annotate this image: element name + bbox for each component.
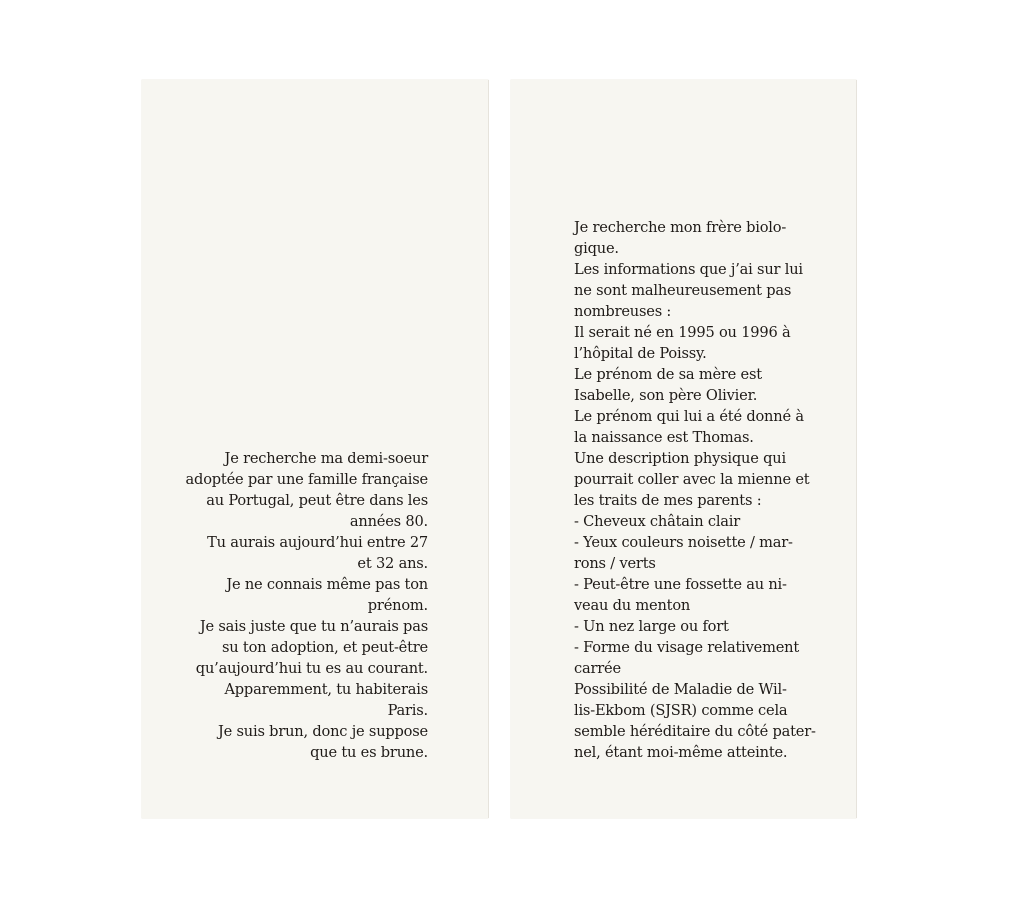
right-card-line: Les informations que j’ai sur lui <box>574 261 803 278</box>
right-card-line: rons / verts <box>574 555 656 572</box>
right-card-line: nombreuses : <box>574 303 672 320</box>
left-card-line: Je sais juste que tu n’aurais pas <box>199 618 428 635</box>
left-card-line: au Portugal, peut être dans les <box>206 492 428 509</box>
right-card-line: Isabelle, son père Olivier. <box>574 387 758 404</box>
right-card-line: gique. <box>574 240 619 257</box>
right-card-line: pourrait coller avec la mienne et <box>574 471 810 488</box>
right-card-line: Il serait né en 1995 ou 1996 à <box>574 324 791 341</box>
right-card-line: carrée <box>574 660 621 677</box>
right-card-line: Je recherche mon frère biolo- <box>574 219 787 236</box>
right-card-line: lis-Ekbom (SJSR) comme cela <box>574 702 788 719</box>
left-card-line: su ton adoption, et peut-être <box>221 639 428 656</box>
left-card-text <box>166 448 428 763</box>
left-card-line: Je recherche ma demi-soeur <box>224 450 428 467</box>
left-card <box>142 80 488 818</box>
left-card-line: Tu aurais aujourd’hui entre 27 <box>207 534 428 551</box>
right-card-line: les traits de mes parents : <box>574 492 762 509</box>
right-card-line: Possibilité de Maladie de Wil- <box>574 681 787 698</box>
right-card-line: - Peut-être une fossette au ni- <box>574 576 787 593</box>
right-card-text <box>574 217 836 763</box>
left-card-line: Je suis brun, donc je suppose <box>217 723 428 740</box>
right-card-line: nel, étant moi-même atteinte. <box>574 744 788 761</box>
right-card-line: veau du menton <box>574 597 691 614</box>
right-card-line: la naissance est Thomas. <box>574 429 754 446</box>
right-card-line: - Un nez large ou fort <box>574 618 729 635</box>
right-card-line: Une description physique qui <box>574 450 786 467</box>
left-card-line: Je ne connais même pas ton <box>226 576 428 593</box>
right-card-line: - Cheveux châtain clair <box>574 513 741 530</box>
right-card-line: Le prénom qui lui a été donné à <box>574 408 804 425</box>
left-card-line: et 32 ans. <box>357 555 428 572</box>
right-card-line: semble héréditaire du côté pater- <box>574 723 816 740</box>
right-card <box>511 80 856 818</box>
left-card-line: prénom. <box>367 597 428 614</box>
right-card-line: - Yeux couleurs noisette / mar- <box>574 534 793 551</box>
right-card-line: - Forme du visage relativement <box>574 639 800 656</box>
right-card-line: l’hôpital de Poissy. <box>574 345 707 362</box>
left-card-line: années 80. <box>349 513 428 530</box>
left-card-line: que tu es brune. <box>310 744 428 761</box>
left-card-line: qu’aujourd’hui tu es au courant. <box>195 660 428 677</box>
right-card-line: ne sont malheureusement pas <box>574 282 792 299</box>
left-card-line: Apparemment, tu habiterais <box>224 681 428 698</box>
right-card-line: Le prénom de sa mère est <box>574 366 762 383</box>
left-card-line: Paris. <box>387 702 428 719</box>
left-card-line: adoptée par une famille française <box>185 471 428 488</box>
